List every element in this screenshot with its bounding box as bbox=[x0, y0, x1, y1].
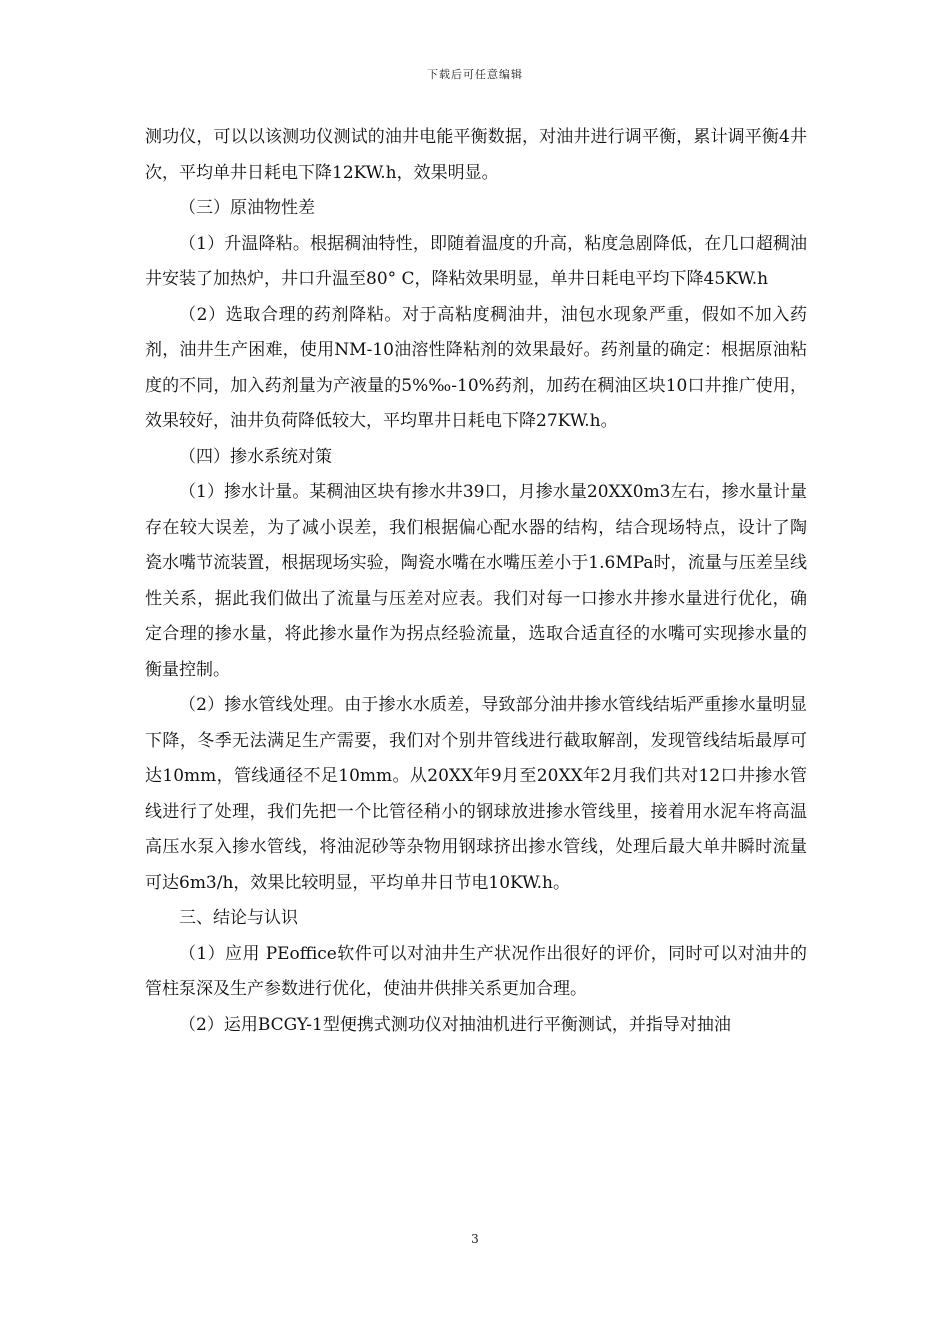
paragraph-continuation: 测功仪，可以以该测功仪测试的油井电能平衡数据，对油井进行调平衡，累计调平衡4井次，平均单井日耗电下降12KW.h，效果明显。 bbox=[145, 127, 807, 183]
document-body bbox=[145, 120, 807, 1043]
paragraph-chemical-viscosity: （2）选取合理的药剂降粘。对于高粘度稠油井，油包水现象严重，假如不加入药剂，油井生产困难，使用NM-10油溶性降粘剂的效果最好。药剂量的确定：根据原油粘度的不同，加入药剂量为产液量的5%‰-10%药剂，加药在稠油区块10口井推广使用，效果较好，油井负荷降低较大，平均單井日耗电下降27KW.h。 bbox=[145, 304, 807, 431]
page-header-note: 下载后可任意编辑 bbox=[427, 68, 523, 81]
section-heading-conclusions: 三、结论与认识 bbox=[179, 908, 298, 928]
page-number: 3 bbox=[471, 1232, 479, 1246]
paragraph-conclusion-2: （2）运用BCGY-1型便携式测功仪对抽油机进行平衡测试，并指导对抽油 bbox=[179, 1014, 731, 1035]
paragraph-water-metering: （1）掺水计量。某稠油区块有掺水井39口，月掺水量20XX0m3左右，掺水量计量存在较大误差，为了减小误差，我们根据偏心配水器的结构，结合现场特点，设计了陶瓷水嘴节流装置，根据现场实验，陶瓷水嘴在水嘴压差小于1.6MPa时，流量与压差呈线性关系，据此我们做出了流量与压差对应表。我们对每一口掺水井掺水量进行优化，确定合理的掺水量，将此掺水量作为拐点经验流量，选取合适直径的水嘴可实现掺水量的衡量控制。 bbox=[145, 482, 807, 680]
paragraph-conclusion-1: （1）应用 PEoffice软件可以对油井生产状况作出很好的评价，同时可以对油井的管柱泵深及生产参数进行优化，使油井供排关系更加合理。 bbox=[145, 943, 807, 999]
section-heading-water-mixing: （四）掺水系统对策 bbox=[179, 446, 332, 467]
paragraph-heating-viscosity: （1）升温降粘。根据稠油特性，即随着温度的升高，粘度急剧降低，在几口超稠油井安装了加热炉，井口升温至80° C，降粘效果明显，单井日耗电平均下降45KW.h bbox=[145, 233, 807, 289]
paragraph-pipeline-treatment: （2）掺水管线处理。由于掺水水质差，导致部分油井掺水管线结垢严重掺水量明显下降，冬季无法满足生产需要，我们对个别井管线进行截取解剖，发现管线结垢最厚可达10mm，管线通径不足10mm。从20XX年9月至20XX年2月我们共对12口井掺水管线进行了处理，我们先把一个比管径稍小的钢球放进掺水管线里，接着用水泥车将高温高压水泵入掺水管线，将油泥砂等杂物用钢球挤出掺水管线，处理后最大单井瞬时流量可达6m3/h，效果比较明显，平均单井日节电10KW.h。 bbox=[145, 695, 807, 893]
section-heading-crude-oil: （三）原油物性差 bbox=[179, 198, 315, 218]
